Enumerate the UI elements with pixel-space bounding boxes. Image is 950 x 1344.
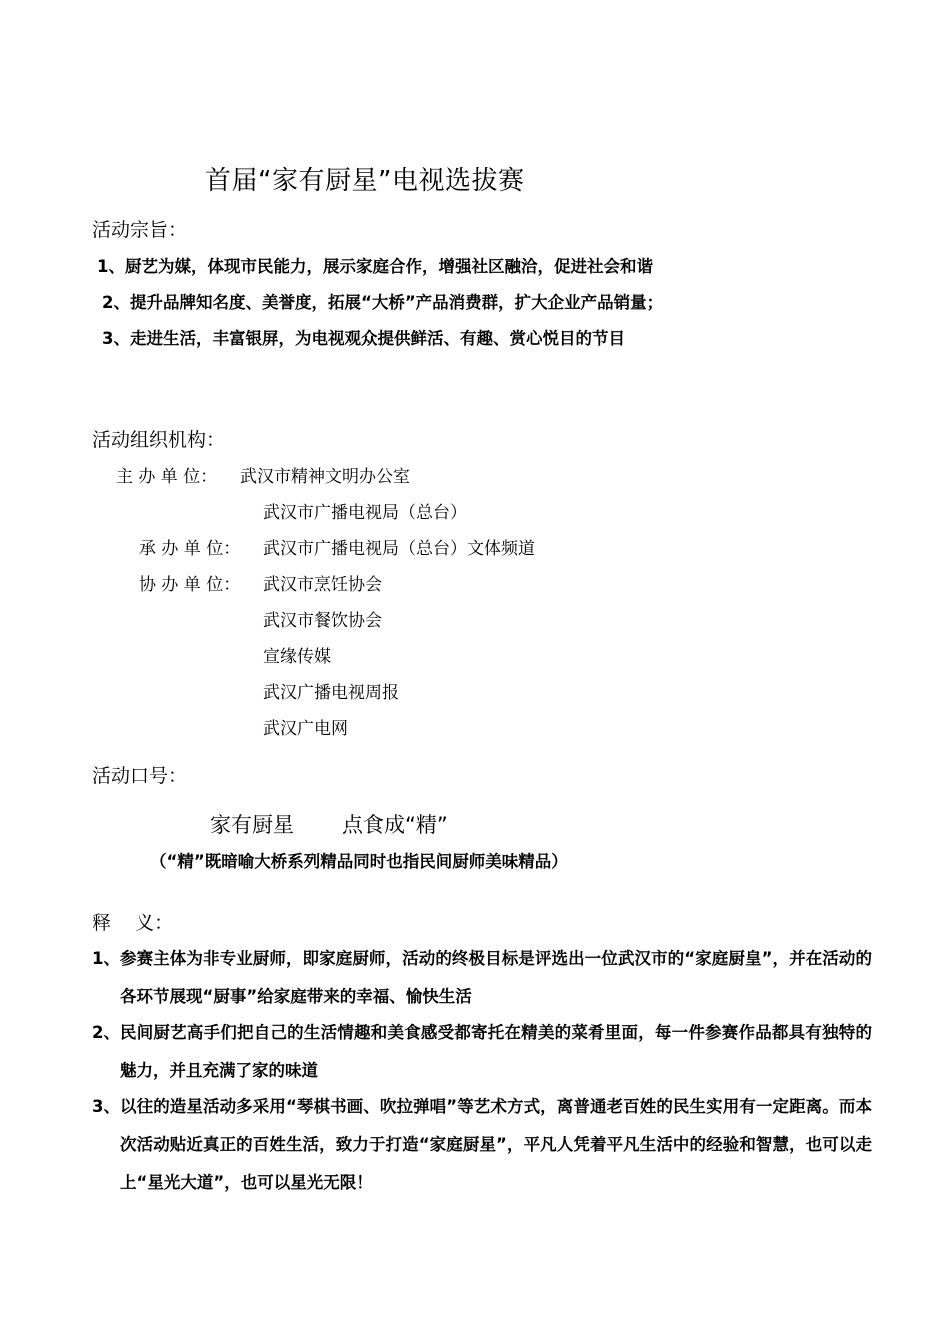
explanation-item-3-number: 3、 <box>92 1097 120 1116</box>
co-organizer-label: 协 办 单 位： <box>139 575 241 595</box>
explanation-item-3 <box>92 1088 872 1202</box>
purpose-item-3: 3、走进生活，丰富银屏，为电视观众提供鲜活、有趣、赏心悦目的节目 <box>102 329 625 348</box>
purpose-item-2: 2、提升品牌知名度、美誉度，拓展“大桥”产品消费群，扩大企业产品销量； <box>102 293 664 312</box>
organizer-unit: 武汉市广播电视局（总台）文体频道 <box>263 539 535 559</box>
explanation-item-2-text: 民间厨艺高手们把自己的生活情趣和美食感受都寄托在精美的菜肴里面，每一件参赛作品都具有独特的魅力，并且充满了家的味道 <box>120 1023 872 1080</box>
page-title: 首届“家有厨星”电视选拔赛 <box>205 166 525 196</box>
slogan-part-2: 点食成“精” <box>342 813 448 837</box>
host-label: 主 办 单 位： <box>116 467 218 487</box>
explanation-item-1-text: 参赛主体为非专业厨师，即家庭厨师，活动的终极目标是评选出一位武汉市的“家庭厨皇”，并在活动的各环节展现“厨事”给家庭带来的幸福、愉快生活 <box>120 949 872 1006</box>
co-organizer-unit-5: 武汉广电网 <box>263 719 348 739</box>
host-unit-2: 武汉市广播电视局（总台） <box>263 503 467 523</box>
explanation-item-2-number: 2、 <box>92 1023 120 1042</box>
explanation-heading: 释 义： <box>92 912 174 934</box>
organizer-label: 承 办 单 位： <box>139 539 241 559</box>
explanation-item-1 <box>92 940 872 1016</box>
co-organizer-unit-3: 宣缘传媒 <box>263 647 331 667</box>
slogan-part-1: 家有厨星 <box>210 813 294 837</box>
slogan-note: （“精”既暗喻大桥系列精品同时也指民间厨师美味精品） <box>150 852 568 871</box>
co-organizer-unit-2: 武汉市餐饮协会 <box>263 611 382 631</box>
purpose-heading: 活动宗旨： <box>92 219 188 241</box>
organization-heading: 活动组织机构： <box>92 429 226 451</box>
host-unit-1: 武汉市精神文明办公室 <box>240 467 410 487</box>
explanation-item-2 <box>92 1014 872 1090</box>
co-organizer-unit-4: 武汉广播电视周报 <box>263 683 399 703</box>
slogan-heading: 活动口号： <box>92 765 188 787</box>
explanation-item-3-text: 以往的造星活动多采用“琴棋书画、吹拉弹唱”等艺术方式，离普通老百姓的民生实用有一定距离。而本次活动贴近真正的百姓生活，致力于打造“家庭厨星”，平凡人凭着平凡生活中的经验和智慧，也可以走上“星光大道”，也可以星光无限！ <box>120 1097 872 1192</box>
purpose-item-1: 1、厨艺为媒，体现市民能力，展示家庭合作，增强社区融洽，促进社会和谐 <box>97 257 653 276</box>
explanation-item-1-number: 1、 <box>92 949 120 968</box>
co-organizer-unit-1: 武汉市烹饪协会 <box>263 575 382 595</box>
